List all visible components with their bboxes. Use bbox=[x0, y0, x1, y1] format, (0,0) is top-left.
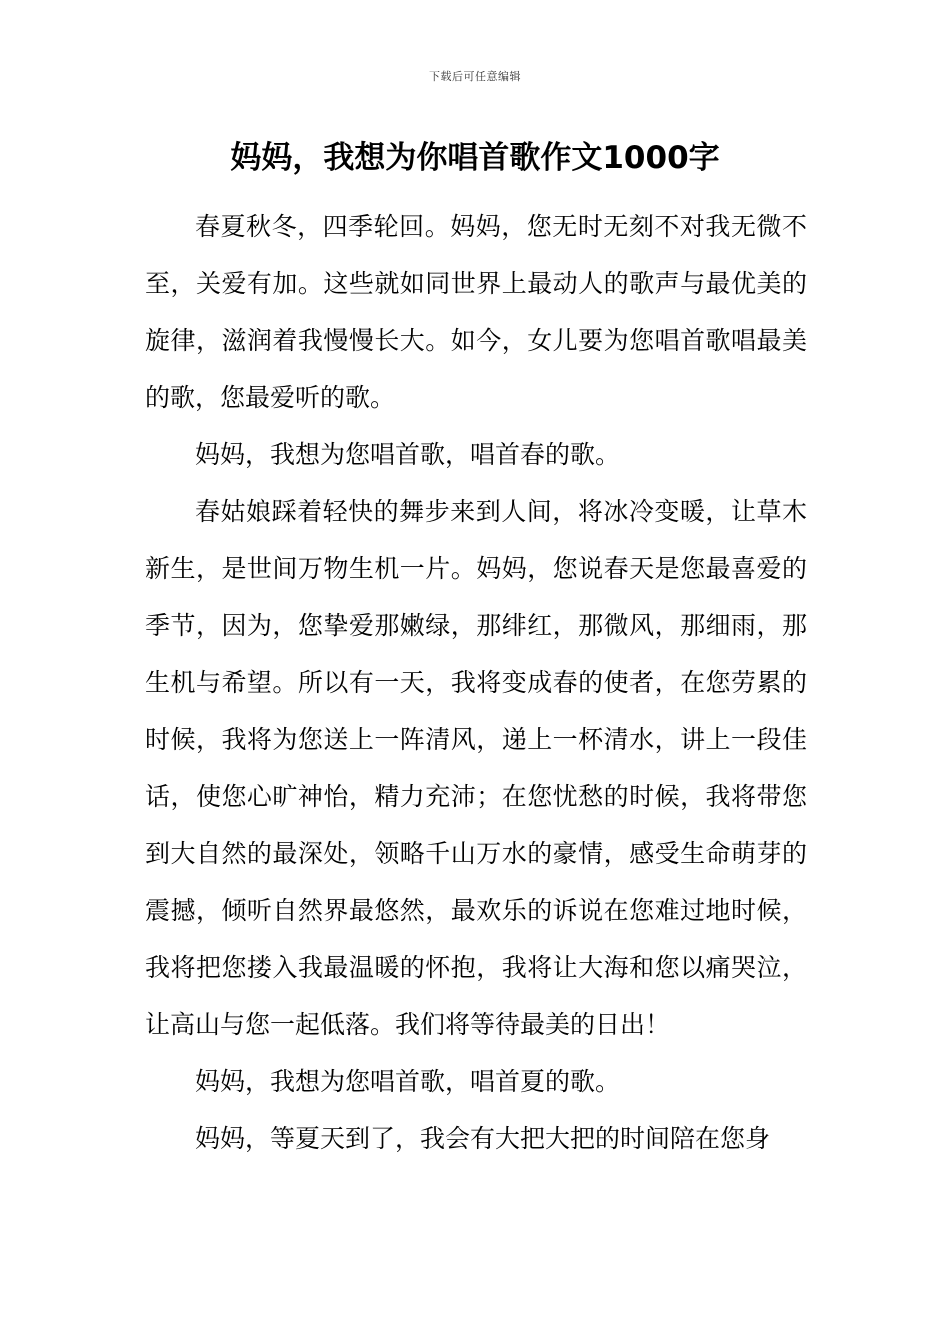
document-title: 妈妈，我想为你唱首歌作文1000字 bbox=[230, 140, 720, 176]
document-body bbox=[145, 198, 807, 1167]
paragraph: 春姑娘踩着轻快的舞步来到人间，将冰冷变暖，让草木新生，是世间万物生机一片。妈妈，您说春天是您最喜爱的季节，因为，您挚爱那嫩绿，那绯红，那微风，那细雨，那生机与希望。所以有一天，我将变成春的使者，在您劳累的时候，我将为您送上一阵清风，递上一杯清水，讲上一段佳话，使您心旷神怡，精力充沛；在您忧愁的时候，我将带您到大自然的最深处，领略千山万水的豪情，感受生命萌芽的震撼，倾听自然界最悠然，最欢乐的诉说在您难过地时候，我将把您搂入我最温暖的怀抱，我将让大海和您以痛哭泣，让高山与您一起低落。我们将等待最美的日出！ bbox=[145, 497, 807, 1039]
paragraph: 春夏秋冬，四季轮回。妈妈，您无时无刻不对我无微不至，关爱有加。这些就如同世界上最动人的歌声与最优美的旋律，滋润着我慢慢长大。如今，女儿要为您唱首歌唱最美的歌，您最爱听的歌。 bbox=[145, 212, 807, 412]
paragraph: 妈妈，等夏天到了，我会有大把大把的时间陪在您身 bbox=[195, 1124, 771, 1153]
paragraph: 妈妈，我想为您唱首歌，唱首春的歌。 bbox=[195, 440, 621, 469]
paragraph: 妈妈，我想为您唱首歌，唱首夏的歌。 bbox=[195, 1067, 621, 1096]
header-note: 下载后可任意编辑 bbox=[429, 70, 521, 83]
